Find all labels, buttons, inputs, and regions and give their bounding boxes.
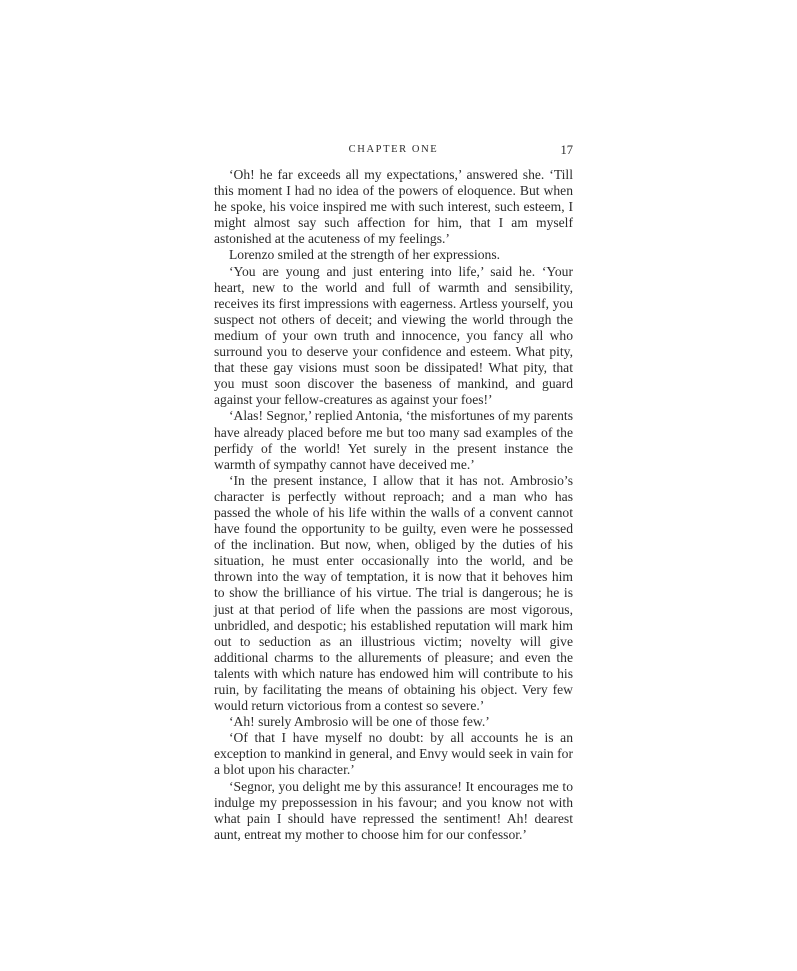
page-number: 17 [560, 143, 573, 157]
paragraph: ‘Alas! Segnor,’ replied Antonia, ‘the misfortunes of my parents have already placed before me but too many sad examples of the perfidy of the world! Yet surely in the present instance the warmth of sympathy cannot have deceived me.’ [214, 408, 573, 472]
book-page [214, 140, 573, 843]
chapter-title: CHAPTER ONE [348, 144, 439, 155]
paragraph: ‘Oh! he far exceeds all my expectations,’ answered she. ‘Till this moment I had no idea of the powers of eloquence. But when he spoke, his voice inspired me with such interest, such esteem, I might almost say such affection for him, that I am myself astonished at the acuteness of my feelings.’ [214, 167, 573, 247]
running-head [214, 140, 573, 160]
paragraph: ‘In the present instance, I allow that it has not. Ambrosio’s character is perfectly without reproach; and a man who has passed the whole of his life within the walls of a convent cannot have found the opportunity to be guilty, even were he possessed of the inclination. But now, when, obliged by the duties of his situation, he must enter occasionally into the world, and be thrown into the way of temptation, it is now that it behoves him to show the brilliance of his virtue. The trial is dangerous; he is just at that period of life when the passions are most vigorous, unbridled, and despotic; his established reputation will mark him out to seduction as an illustrious victim; novelty will give additional charms to the allurements of pleasure; and even the talents with which nature has endowed him will contribute to his ruin, by facilitating the means of obtaining his object. Very few would return victorious from a contest so severe.’ [214, 472, 573, 714]
paragraph: Lorenzo smiled at the strength of her expressions. [229, 247, 501, 263]
paragraph: ‘Of that I have myself no doubt: by all accounts he is an exception to mankind in general, and Envy would seek in vain for a blot upon his character.’ [214, 730, 573, 778]
body-text [214, 167, 573, 843]
paragraph: ‘You are young and just entering into life,’ said he. ‘Your heart, new to the world and full of warmth and sensibility, receives its first impressions with eagerness. Artless yourself, you suspect not others of deceit; and viewing the world through the medium of your own truth and innocence, you fancy all who surround you to deserve your confidence and esteem. What pity, that these gay visions must soon be dissipated! What pity, that you must soon discover the baseness of mankind, and guard against your fellow-creatures as against your foes!’ [214, 263, 573, 408]
paragraph: ‘Ah! surely Ambrosio will be one of those few.’ [229, 714, 490, 730]
paragraph: ‘Segnor, you delight me by this assurance! It encourages me to indulge my prepossession in his favour; and you know not with what pain I should have repressed the sentiment! Ah! dearest aunt, entreat my mother to choose him for our confessor.’ [214, 778, 573, 842]
